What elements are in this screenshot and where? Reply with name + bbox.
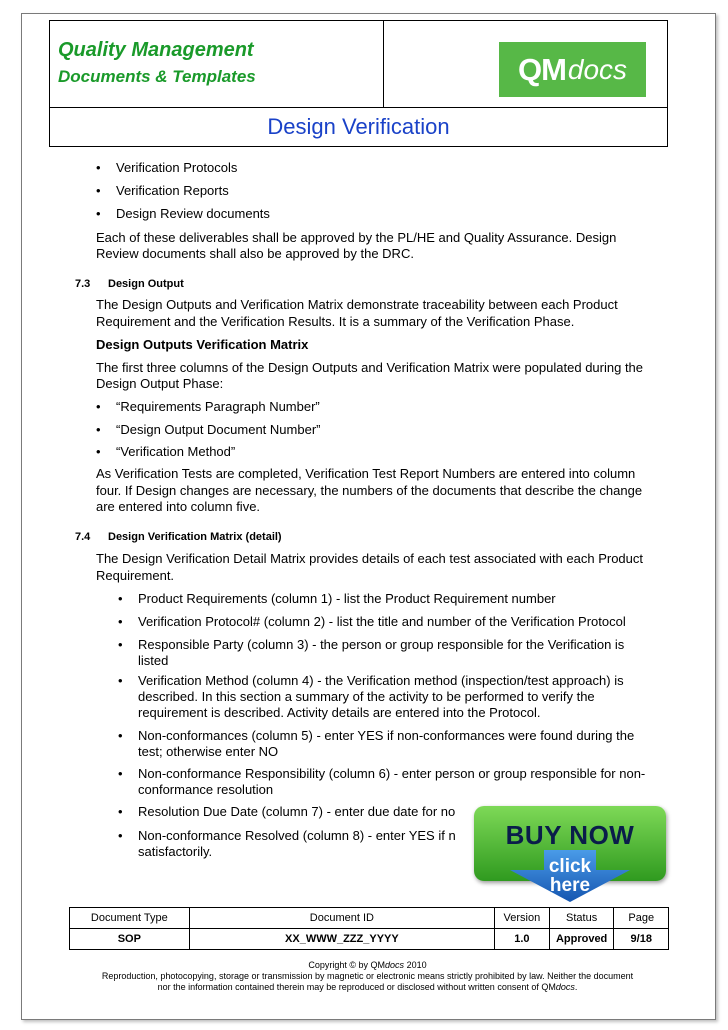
- paragraph-line: four. If Design changes are necessary, the numbers of the documents that describe the change: [96, 483, 643, 498]
- paragraph-line: Each of these deliverables shall be approved by the PL/HE and Quality Assurance. Design: [96, 230, 617, 245]
- header-title-line1: Quality Management: [58, 39, 254, 61]
- bullet-icon: •: [118, 637, 123, 652]
- header-cell: Status: [549, 908, 614, 929]
- list-item: “Design Output Document Number”: [116, 422, 321, 437]
- bullet-icon: •: [96, 444, 101, 459]
- document-info-table: [69, 907, 669, 950]
- list-item-continued: test; otherwise enter NO: [138, 744, 279, 759]
- header-title-line2: Documents & Templates: [58, 67, 256, 86]
- paragraph-line: Review documents shall also be approved by the DRC.: [96, 246, 414, 261]
- paragraph-line: Design Output Phase:: [96, 376, 224, 391]
- footer-copyright: Copyright © by QMdocs 2010 Reproduction, photocopying, storage or transmission by magnetic or electronic means strictly prohibited by law. Neither the document nor the information contained therein may be reproduced or disclosed without written consent of QMdocs.: [21, 960, 714, 993]
- list-item: Non-conformances (column 5) - enter YES if non-conformances were found during the: [138, 728, 635, 743]
- document-title: Design Verification: [267, 114, 450, 139]
- paragraph-line: Requirement.: [96, 568, 175, 583]
- subheading: Design Outputs Verification Matrix: [96, 337, 309, 352]
- document-header: [49, 20, 668, 147]
- bullet-icon: •: [96, 399, 101, 414]
- header-cell: Version: [495, 908, 550, 929]
- section-number: 7.4: [75, 531, 91, 543]
- list-item: Design Review documents: [116, 206, 270, 221]
- list-item: Verification Protocols: [116, 160, 238, 175]
- bullet-icon: •: [118, 591, 123, 606]
- paragraph-line: are entered into column five.: [96, 499, 261, 514]
- legal-notice-line1: Reproduction, photocopying, storage or transmission by magnetic or electronic means strictly prohibited by law. Neither the document: [101, 971, 634, 981]
- list-item-continued: listed: [138, 653, 169, 668]
- list-item: “Verification Method”: [116, 444, 236, 459]
- paragraph-line: The Design Outputs and Verification Matrix demonstrate traceability between each Product: [96, 297, 618, 312]
- bullet-icon: •: [96, 422, 101, 437]
- list-item: Non-conformance Responsibility (column 6) - enter person or group responsible for non-: [138, 766, 646, 781]
- section-heading: Design Verification Matrix (detail): [108, 531, 282, 543]
- section-number: 7.3: [75, 278, 91, 290]
- value-cell: XX_WWW_ZZZ_YYYY: [189, 929, 494, 950]
- click-here-line1: click: [548, 856, 592, 877]
- header-cell: Document ID: [189, 908, 494, 929]
- list-item: “Requirements Paragraph Number”: [116, 399, 320, 414]
- list-item-continued: satisfactorily.: [138, 844, 213, 859]
- bullet-icon: •: [118, 828, 123, 843]
- bullet-icon: •: [118, 614, 123, 629]
- bullet-icon: •: [118, 766, 123, 781]
- list-item: Responsible Party (column 3) - the person or group responsible for the Verification is: [138, 637, 625, 652]
- paragraph-line: Requirement and the Verification Results. It is a summary of the Verification Phase.: [96, 314, 575, 329]
- paragraph-line: The Design Verification Detail Matrix provides details of each test associated with each Product: [96, 551, 643, 566]
- bullet-icon: •: [96, 160, 101, 175]
- list-item: Verification Protocol# (column 2) - list the title and number of the Verification Protocol: [138, 614, 626, 629]
- paragraph-line: As Verification Tests are completed, Verification Test Report Numbers are entered into column: [96, 466, 636, 481]
- bullet-icon: •: [118, 804, 123, 819]
- list-item: Verification Reports: [116, 183, 229, 198]
- header-cell: Document Type: [70, 908, 190, 929]
- value-cell: SOP: [70, 929, 190, 950]
- list-item-continued: described. In this section a summary of the activity to be performed to verify the: [138, 689, 595, 704]
- list-item: Verification Method (column 4) - the Verification method (inspection/test approach) is: [138, 673, 624, 688]
- buy-now-label: BUY NOW: [505, 820, 635, 850]
- list-item-continued: conformance resolution: [138, 782, 274, 797]
- bullet-icon: •: [96, 183, 101, 198]
- bullet-icon: •: [118, 673, 123, 688]
- list-item-continued: requirement is described. Activity details are entered into the Protocol.: [138, 705, 541, 720]
- bullet-icon: •: [96, 206, 101, 221]
- paragraph-line: The first three columns of the Design Outputs and Verification Matrix were populated during the: [96, 360, 644, 375]
- list-item: Product Requirements (column 1) - list the Product Requirement number: [138, 591, 556, 606]
- value-cell: 1.0: [495, 929, 550, 950]
- bullet-icon: •: [118, 728, 123, 743]
- value-cell: Approved: [549, 929, 614, 950]
- qmdocs-logo: QM docs: [499, 42, 646, 97]
- list-item: Resolution Due Date (column 7) - enter due date for no: [138, 804, 456, 819]
- list-item: Non-conformance Resolved (column 8) - enter YES if n: [138, 828, 456, 843]
- click-here-badge[interactable]: [510, 850, 630, 902]
- click-here-line2: here: [549, 875, 591, 896]
- section-heading: Design Output: [108, 278, 184, 290]
- header-cell: Page: [614, 908, 669, 929]
- value-cell: 9/18: [614, 929, 669, 950]
